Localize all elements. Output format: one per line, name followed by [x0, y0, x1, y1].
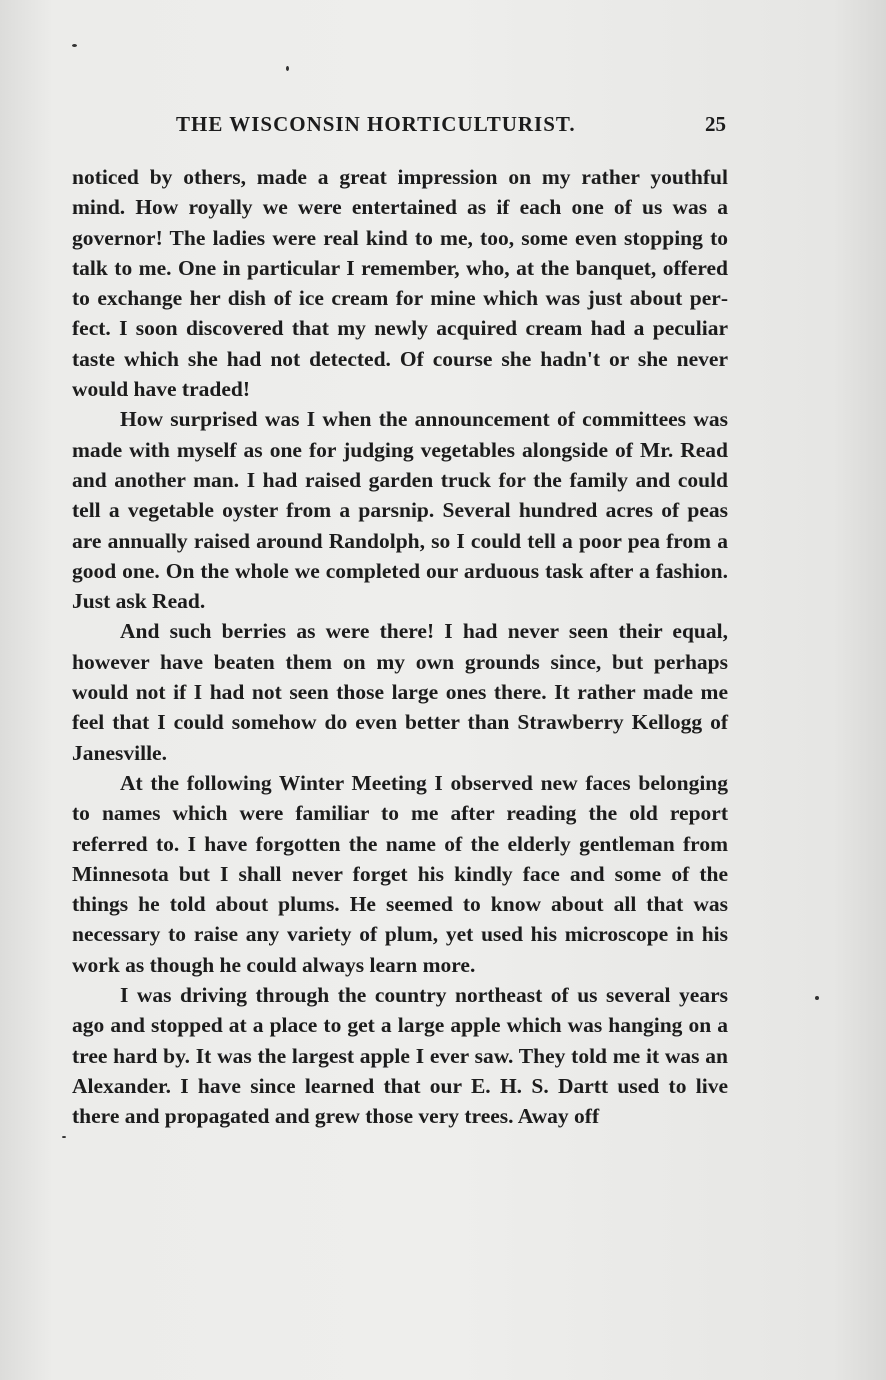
paragraph: I was driving through the country northeast of us several years ago and stopped at a place to get a large apple which was hanging on a tree hard by. It was the largest apple I ever saw. They told me it was an Alexander. I have since learned that our E. H. S. Dartt used to live there and propagated and grew those very trees. Away off [72, 983, 728, 1129]
page-number: 25 [705, 112, 726, 136]
running-title: THE WISCONSIN HORTICULTURIST. [176, 112, 576, 136]
ink-speck [286, 66, 289, 71]
running-header [176, 112, 726, 142]
body-text [72, 162, 728, 1132]
paragraph: At the following Winter Meeting I observed new faces belonging to names which were familiar to me after reading the old report referred to. I have forgotten the name of the elderly gentleman from Minnesota but I shall never forget his kindly face and some of the things he told about plums. He seemed to know about all that was necessary to raise any variety of plum, yet used his microscope in his work as though he could always learn more. [72, 770, 728, 977]
paragraph: And such berries as were there! I had never seen their equal, however have beaten them on my own grounds since, but perhaps would not if I had not seen those large ones there. It rather made me feel that I could somehow do even better than Strawberry Kellogg of Janesville. [72, 619, 728, 765]
ink-speck [72, 44, 77, 47]
paragraph: noticed by others, made a great impression on my rather youthful mind. How royally we were entertained as if each one of us was a governor! The ladies were real kind to me, too, some even stopping to talk to me. One in particular I remember, who, at the banquet, offered to exchange her dish of ice cream for mine which was just about perfect. I soon discovered that my newly acquired cream had a peculiar taste which she had not detected. Of course she hadn't or she never would have traded! [72, 165, 728, 402]
ink-speck [62, 1136, 66, 1138]
ink-speck [815, 996, 819, 1000]
paragraph: How surprised was I when the announcement of committees was made with myself as one for judging vegetables alongside of Mr. Read and another man. I had raised garden truck for the family and could tell a vegetable oyster from a parsnip. Several hundred acres of peas are annually raised around Randolph, so I could tell a poor pea from a good one. On the whole we completed our arduous task after a fashion. Just ask Read. [72, 407, 728, 614]
